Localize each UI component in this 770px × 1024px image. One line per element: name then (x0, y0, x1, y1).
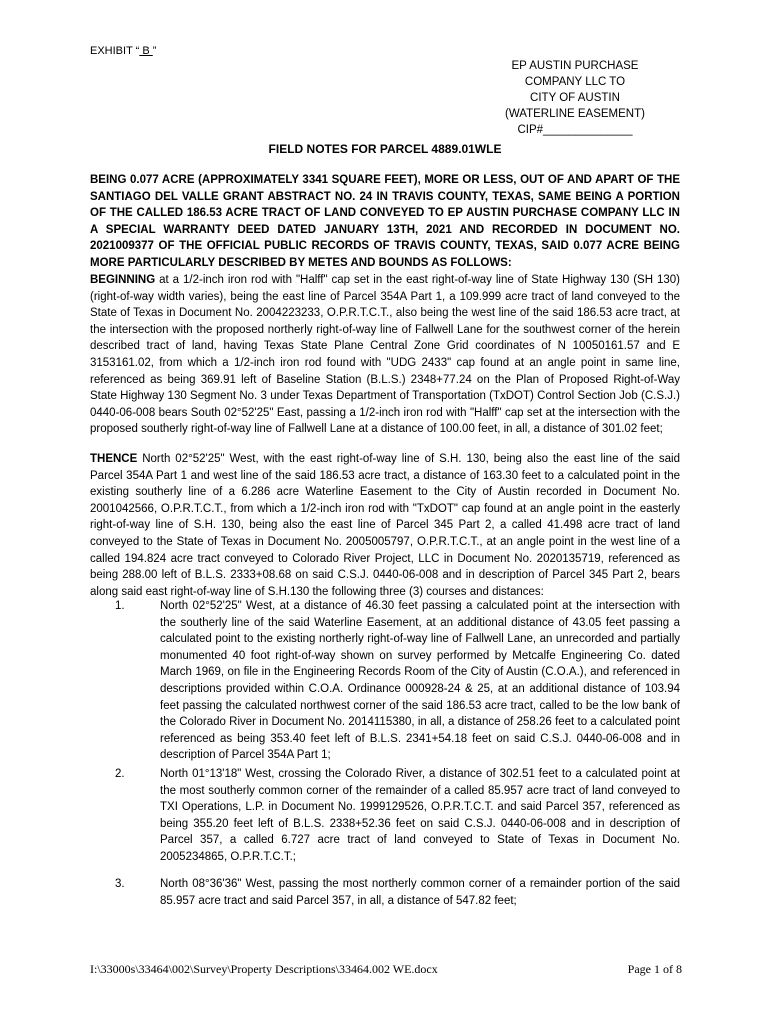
beginning-lead: BEGINNING (90, 274, 156, 286)
conveyance-block (495, 58, 655, 138)
footer-page-number: Page 1 of 8 (627, 962, 682, 976)
footer-file-path: I:\33000s\33464\002\Survey\Property Descriptions\33464.002 WE.docx (90, 962, 438, 976)
exhibit-prefix: EXHIBIT “ (90, 45, 140, 57)
conveyance-line: CITY OF AUSTIN (530, 92, 620, 104)
exhibit-letter: B (139, 45, 153, 57)
course-number: 3. (115, 878, 125, 890)
exhibit-suffix: ” (152, 45, 157, 57)
thence-paragraph (90, 451, 680, 600)
course-number: 1. (115, 600, 125, 612)
cip-line: CIP#______________ (517, 124, 633, 136)
course-number: 2. (115, 768, 125, 780)
course-text: North 08°36'36" West, passing the most northerly common corner of a remainder portion of the said 85.957 acre tract and said Parcel 357, in all, a distance of 547.82 feet; (160, 878, 680, 907)
course-text: North 01°13'18" West, crossing the Colorado River, a distance of 302.51 feet to a calculated point at the most southerly common corner of the remainder of a called 85.957 acre tract of land conveyed to TXI Operations, L.P. in Document No. 1999129526, O.P.R.T.C.T. and said Parcel 357, referenced as being 355.20 feet left of B.L.S. 2338+52.36 feet on said C.S.J. 0440-06-008 and in description of Parcel 357, a called 6.727 acre tract of land conveyed to State of Texas in Document No. 2005234865, O.P.R.T.C.T.; (160, 768, 680, 863)
thence-lead: THENCE (90, 453, 138, 465)
exhibit-label (90, 45, 156, 57)
course-text: North 02°52'25" West, at a distance of 46.30 feet passing a calculated point at the intersection with the southerly line of the said Waterline Easement, at an additional distance of 43.05 feet passing a calculated point to the existing northerly right-of-way line of Fallwell Lane, an unrecorded and partially monumented 40 foot right-of-way shown on survey performed by Metcalfe Engineering Co. dated March 1969, on file in the Engineering Records Room of the City of Austin (C.O.A.), and referenced in descriptions provided within C.O.A. Ordinance 000928-24 & 25, at an additional distance of 103.94 feet passing the calculated northwest corner of the said 186.53 acre tract, called to be the low bank of the Colorado River in Document No. 2014115380, in all, a distance of 258.26 feet to a calculated point referenced as being 353.40 feet left of B.L.S. 2341+54.18 feet on said C.S.J. 0440-06-008 and in description of Parcel 354A Part 1; (160, 600, 680, 762)
beginning-text: at a 1/2-inch iron rod with "Halff" cap set in the east right-of-way line of State Highway 130 (SH 130)(right-of-way width varies), being the east line of Parcel 354A Part 1, a 109.999 acre tract of land conveyed to the State of Texas in Document No. 2004223233, O.P.R.T.C.T., also being the west line of the said 186.53 acre tract, at the intersection with the proposed northerly right-of-way line of Fallwell Lane for the southwest corner of the herein described tract of land, having Texas State Plane Central Zone Grid coordinates of N 10050161.57 and E 3153161.02, from which a 1/2-inch iron rod found with "UDG 2433" cap found at an angle point in same line, referenced as being 369.91 left of Baseline Station (B.L.S.) 2348+77.24 on the Plan of Proposed Right-of-Way State Highway 130 Segment No. 3 under Texas Department of Transportation (TxDOT) Control Section Job (C.S.J.) 0440-06-008 bears South 02°52'25" East, passing a 1/2-inch iron rod with "Halff" cap set at the intersection with the proposed southerly right-of-way line of Fallwell Lane at a distance of 100.00 feet, in all, a distance of 301.02 feet; (90, 274, 680, 436)
document-title: FIELD NOTES FOR PARCEL 4889.01WLE (268, 142, 502, 156)
thence-text: North 02°52'25" West, with the east right-of-way line of S.H. 130, being also the east line of the said Parcel 354A Part 1 and west line of the said 186.53 acre tract, a distance of 163.30 feet to a calculated point in the existing southerly line of a 6.286 acre Waterline Easement to the City of Austin recorded in Document No. 2001042566, O.P.R.T.C.T., from which a 1/2-inch iron rod with "TxDOT" cap found at an angle point in the easterly right-of-way line of S.H. 130, being also the east line of Parcel 345 Part 2, a called 41.498 acre tract of land conveyed to the State of Texas in Document No. 2005005797, O.P.R.T.C.T., at an angle point in the west line of a called 194.824 acre tract conveyed to Colorado River Project, LLC in Document No. 2020135719, referenced as being 288.00 left of B.L.S. 2333+08.68 on said C.S.J. 0440-06-008 and in description of Parcel 345 Part 2, bears along said east right-of-way line of S.H.130 the following three (3) courses and distances: (90, 453, 680, 598)
conveyance-line: EP AUSTIN PURCHASE (511, 60, 639, 72)
intro-paragraph: BEING 0.077 ACRE (APPROXIMATELY 3341 SQUARE FEET), MORE OR LESS, OUT OF AND APART OF THE SANTIAGO DEL VALLE GRANT ABSTRACT NO. 24 IN TRAVIS COUNTY, TEXAS, SAME BEING A PORTION OF THE CALLED 186.53 ACRE TRACT OF LAND CONVEYED TO EP AUSTIN PURCHASE COMPANY LLC IN A SPECIAL WARRANTY DEED DATED JANUARY 13TH, 2021 AND RECORDED IN DOCUMENT NO. 2021009377 OF THE OFFICIAL PUBLIC RECORDS OF TRAVIS COUNTY, TEXAS, SAID 0.077 ACRE BEING MORE PARTICULARLY DESCRIBED BY METES AND BOUNDS AS FOLLOWS: (90, 174, 680, 269)
conveyance-line: (WATERLINE EASEMENT) (505, 108, 645, 120)
beginning-paragraph (90, 272, 680, 438)
conveyance-line: COMPANY LLC TO (524, 76, 626, 88)
